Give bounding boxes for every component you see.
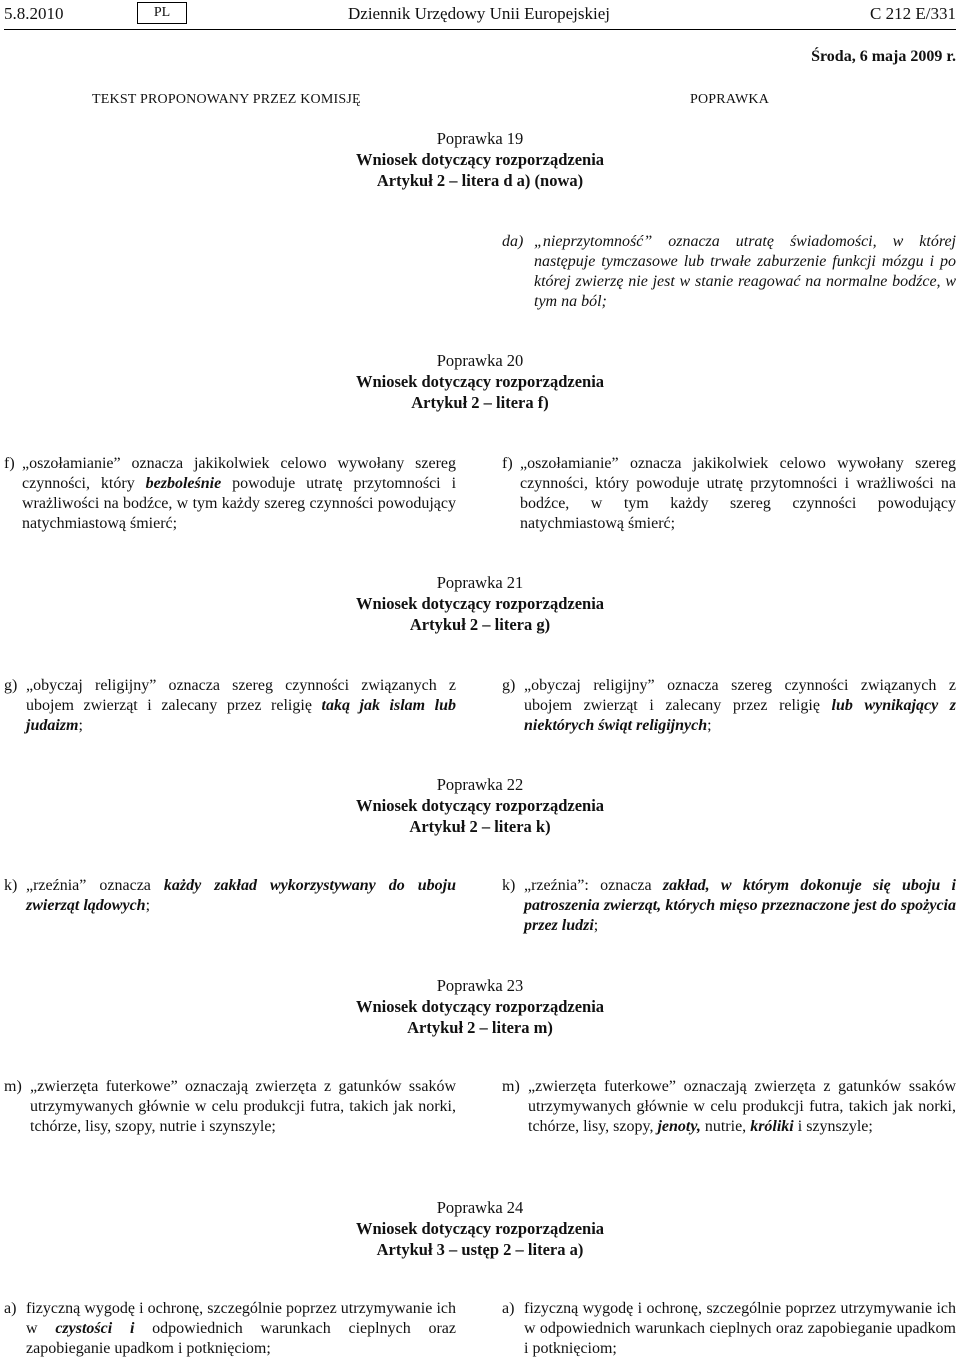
amendment-text-right: [502, 232, 956, 312]
amendment-number: Poprawka 19: [436, 129, 524, 148]
item-text: [524, 676, 956, 736]
journal-title: Dziennik Urzędowy Unii Europejskiej: [348, 4, 611, 23]
text-segment: „obyczaj religijny” oznacza szereg czynności związanych z ubojem zwierząt i zalecany przez religię: [26, 677, 456, 714]
text-segment: „rzeźnia”: oznacza: [524, 877, 663, 894]
item-label: f): [502, 455, 513, 472]
amendment-article: Artykuł 2 – litera m): [407, 1018, 553, 1037]
emphasized-text: czystości i: [55, 1320, 135, 1337]
text-segment: „oszołamianie” oznacza jakikolwiek celowo wywołany szereg czynności, który powoduje utratę przytomności i wrażliwości na bodźce, w tym każdy szereg czynności powodujący natychmiastową śmierć;: [520, 455, 956, 532]
amendment-article: Artykuł 2 – litera g): [409, 615, 551, 634]
emphasized-text: taką jak islam lub judaizm: [26, 697, 457, 734]
item-label: f): [4, 455, 15, 472]
text-segment: „zwierzęta futerkowe” oznaczają zwierzęta z gatunków ssaków utrzymywanych głównie w celu produkcji futra, takich jak norki, tchórze, lisy, szopy, nutrie i szynszyle;: [30, 1078, 456, 1135]
item-label: g): [4, 677, 18, 694]
item-text: [524, 876, 956, 936]
text-segment: ;: [78, 717, 83, 734]
text-segment: ;: [593, 917, 599, 934]
item-label: g): [502, 677, 516, 694]
text-segment: fizyczną wygodę i ochronę, szczególnie poprzez utrzymywanie ich w odpowiednich warunkach cieplnych oraz zapobieganie upadkom i potknięciom;: [524, 1300, 956, 1357]
emphasized-text: jenoty,: [657, 1118, 701, 1135]
text-segment: nutrie,: [700, 1118, 751, 1135]
item-label: k): [502, 877, 516, 894]
amendment-heading: [0, 350, 960, 413]
amendment-article: Artykuł 3 – ustęp 2 – litera a): [376, 1240, 584, 1259]
page-header: [0, 0, 960, 30]
item-text: [26, 1299, 456, 1359]
amendment-number: Poprawka 22: [436, 775, 524, 794]
item-text: [26, 676, 456, 736]
emphasized-text: zakład, w którym dokonuje się uboju i patroszenia zwierząt, których mięso przeznaczone jest do spożycia przez ludzi: [524, 877, 956, 934]
amendment-subtitle: Wniosek dotyczący rozporządzenia: [355, 372, 605, 391]
amendment-heading: [0, 1197, 960, 1260]
item-text: [520, 454, 956, 534]
language-code-box: PL: [137, 2, 187, 24]
amendment-subtitle: Wniosek dotyczący rozporządzenia: [355, 997, 605, 1016]
item-label: a): [4, 1300, 17, 1317]
text-segment: powoduje utratę przytomności i wrażliwości na bodźce, w tym każdy szereg czynności powodujący natychmiastową śmierć;: [22, 475, 457, 532]
commission-text-left: [4, 1077, 456, 1137]
amendment-number: Poprawka 21: [436, 573, 524, 592]
publication-date: 5.8.2010: [4, 4, 64, 23]
amendment-subtitle: Wniosek dotyczący rozporządzenia: [355, 150, 605, 169]
emphasized-text: każdy zakład wykorzystywany do uboju zwierząt lądowych: [26, 877, 456, 914]
amendment-number: Poprawka 20: [436, 351, 524, 370]
text-segment: ;: [707, 717, 712, 734]
item-label: k): [4, 877, 18, 894]
commission-text-left: [4, 1299, 456, 1359]
item-label: m): [4, 1078, 22, 1095]
amendment-text-right: [502, 1077, 956, 1137]
amendment-heading: [0, 572, 960, 635]
item-text: [22, 454, 456, 534]
text-segment: „rzeźnia” oznacza: [26, 877, 164, 894]
amendment-heading: [0, 975, 960, 1038]
item-text: [30, 1077, 456, 1137]
item-text: [528, 1077, 956, 1137]
amendment-article: Artykuł 2 – litera f): [411, 393, 549, 412]
amendment-subtitle: Wniosek dotyczący rozporządzenia: [355, 1219, 605, 1238]
column-heading-commission-text: TEKST PROPONOWANY PRZEZ KOMISJĘ: [92, 92, 361, 107]
amendment-heading: [0, 128, 960, 191]
text-segment: ;: [145, 897, 151, 914]
text-segment: odpowiednich warunkach cieplnych oraz zapobieganie upadkom i potknięciom;: [26, 1320, 456, 1357]
text-segment: „oszołamianie” oznacza jakikolwiek celowo wywołany szereg czynności, który: [22, 455, 456, 492]
header-rule: [4, 29, 956, 30]
commission-text-left: [4, 676, 456, 736]
item-label: a): [502, 1300, 515, 1317]
amendment-subtitle: Wniosek dotyczący rozporządzenia: [355, 796, 605, 815]
amendment-number: Poprawka 24: [436, 1198, 524, 1217]
sitting-date: Środa, 6 maja 2009 r.: [811, 48, 956, 65]
amendment-text-right: [502, 1299, 956, 1359]
item-text: [534, 232, 956, 312]
item-text: [524, 1299, 956, 1359]
page-reference: C 212 E/331: [870, 4, 956, 23]
amendment-text-right: [502, 676, 956, 736]
emphasized-text: króliki: [750, 1118, 794, 1135]
amendment-text-right: [502, 454, 956, 534]
text-segment: „zwierzęta futerkowe” oznaczają zwierzęta z gatunków ssaków utrzymywanych głównie w celu produkcji futra, takich jak norki, tchórze, lisy, szopy,: [528, 1078, 956, 1135]
text-segment: „obyczaj religijny” oznacza szereg czynności związanych z ubojem zwierząt i zalecany przez religię: [524, 677, 956, 714]
emphasized-text: bezboleśnie: [145, 475, 222, 492]
commission-text-left: [4, 454, 456, 534]
amendment-number: Poprawka 23: [436, 976, 524, 995]
commission-text-left: [4, 876, 456, 916]
text-segment: „nieprzytomność” oznacza utratę świadomości, w której następuje tymczasowe lub trwałe zaburzenie funkcji mózgu i po której zwierzę nie jest w stanie reagować na normalne bodźce, w tym na ból;: [534, 233, 956, 310]
amendment-article: Artykuł 2 – litera d a) (nowa): [376, 171, 584, 190]
amendment-subtitle: Wniosek dotyczący rozporządzenia: [355, 594, 605, 613]
item-label: da): [502, 233, 524, 250]
text-segment: i szynszyle;: [793, 1118, 873, 1135]
amendment-heading: [0, 774, 960, 837]
amendment-article: Artykuł 2 – litera k): [409, 817, 551, 836]
amendment-text-right: [502, 876, 956, 936]
item-text: [26, 876, 456, 916]
column-heading-amendment: POPRAWKA: [690, 92, 770, 107]
emphasized-text: lub wynikający z niektórych świąt religijnych: [524, 697, 956, 734]
item-label: m): [502, 1078, 520, 1095]
text-segment: fizyczną wygodę i ochronę, szczególnie poprzez utrzymywanie ich w: [26, 1300, 456, 1337]
